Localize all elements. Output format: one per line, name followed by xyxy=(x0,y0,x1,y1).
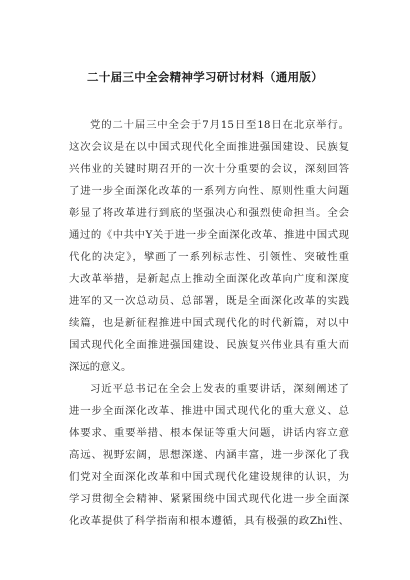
text-line: 这次会议是在以中国式现代化全面推进强国建设、民族复 xyxy=(69,141,349,153)
text-line: 们党对全面深化改革和中国式现代化建设规律的认识，为 xyxy=(69,471,349,483)
text-line: 了进一步全面深化改革的一系列方向性、原则性重大问题 xyxy=(69,185,349,197)
text-line: 深远的意义。 xyxy=(69,361,132,373)
text-line: 化改革提供了科学指南和根本遵循，具有极强的政Zhi性、 xyxy=(69,515,349,527)
paragraph xyxy=(69,378,349,532)
text-line: 续篇，也是新征程推进中国式现代化的时代新篇，对以中 xyxy=(69,317,349,329)
text-line: 习近平总书记在全会上发表的重要讲话，深刻阐述了 xyxy=(90,383,349,395)
text-line: 彰显了将改革进行到底的坚强决心和强烈使命担当。全会 xyxy=(69,207,349,219)
document-body xyxy=(69,114,349,532)
text-line: 兴伟业的关键时期召开的一次十分重要的会议，深刻回答 xyxy=(69,163,349,175)
text-line: 国式现代化全面推进强国建设、民族复兴伟业具有重大而 xyxy=(69,339,349,351)
text-line: 进军的又一次总动员、总部署，既是全面深化改革的实践 xyxy=(69,295,349,307)
text-line: 党的二十届三中全会于7月15日至18日在北京举行。 xyxy=(90,119,349,131)
text-line: 高远、视野宏阔，思想深遂、内涵丰富，进一步深化了我 xyxy=(69,449,349,461)
text-line: 体要求、重要举措、根本保证等重大问题，讲话内容立意 xyxy=(69,427,349,439)
paragraph xyxy=(69,114,349,378)
document-title: 二十届三中全会精神学习研讨材料（通用版） xyxy=(87,70,323,84)
text-line: 通过的《中共中Y关于进一步全面深化改革、推进中国式现 xyxy=(69,229,349,241)
text-line: 大改革举措，是新起点上推动全面深化改革向广度和深度 xyxy=(69,273,349,285)
text-line: 代化的决定》，擘画了一系列标志性、引领性、突破性重 xyxy=(69,251,349,263)
text-line: 进一步全面深化改革、推进中国式现代化的重大意义、总 xyxy=(69,405,349,417)
text-line: 学习贯彻全会精神、紧紧围绕中国式现代化进一步全面深 xyxy=(69,493,349,505)
